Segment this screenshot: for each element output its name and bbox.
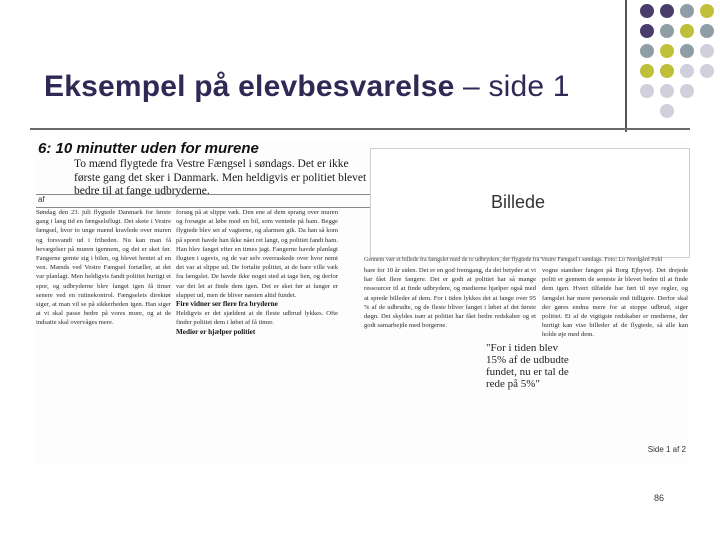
dot-11 — [680, 44, 694, 58]
dot-13 — [640, 64, 654, 78]
dot-12 — [700, 44, 714, 58]
article-column-1 — [36, 208, 171, 463]
article-byline: af — [38, 195, 45, 204]
decorative-dot-grid — [640, 4, 720, 122]
dot-17 — [640, 84, 654, 98]
dot-20 — [660, 104, 674, 118]
article-page-label: Side 1 af 2 — [647, 445, 686, 454]
dot-7 — [680, 24, 694, 38]
article-column-2 — [176, 208, 338, 463]
dot-18 — [660, 84, 674, 98]
dot-1 — [640, 4, 654, 18]
pull-quote: "For i tiden blev 15% af de udbudte fundet, nu er tal de rede på 5%" — [486, 342, 578, 390]
dot-15 — [680, 64, 694, 78]
slide-page-number: 86 — [654, 493, 665, 503]
dot-9 — [640, 44, 654, 58]
picture-placeholder — [370, 148, 690, 258]
dot-2 — [660, 4, 674, 18]
slide-title — [44, 70, 570, 104]
title-underline — [30, 128, 690, 130]
dot-14 — [660, 64, 674, 78]
column-2b-text: Heldigvis er det sjældent at de fleste udbrud lykkes. Ofte finder politiet dem i løbet af få timer. — [176, 310, 338, 327]
dot-6 — [660, 24, 674, 38]
column-3-text: bare for 10 år siden. Det er en god fremgang, da det betyder at vi har fået flere fangere. Det er godt at politiet har så mange ressourcer til at finde udbrydere, og medierne hjælper også med at sprede billeder af dem. For i tiden lykkes det at fange over 95 % af de udbrudte, og de fleste bliver fanget i løbet af det første døgn. Det skyldes især at politiet har fået bedre redskaber og et godt samarbejde med borgerne. — [364, 267, 536, 330]
slide-title-suffix: – side 1 — [454, 70, 570, 103]
dot-8 — [700, 24, 714, 38]
subheading-1: Fire vidner ser flere fra bryderne — [176, 300, 278, 309]
column-1-text: Søndag den 23. juli flygtede Danmark for første gang i lang tid en fængselsflugt. Det skete i Vestre fængsel, hvor to unge mænd kravlede over muren og forsvandt ud i friheden. Nu kan man få bevægelser på muren igennem, og det er sket før. Fangerne gemte sig i bilen, og blevet hentet af en ven. Mænds ved Vestre Fængsel fortæller, at det var planlagt. Men heldigvis fandt politiet hurtigt et spor, og udbryderne blev fanget igen få timer senere ved en rutinekontrol. Fængselets direktør siger, at man vil se på sikkerheden igen. Han siger at vi skal passe bedre på vores mure, og at de indsatte skal overvåges mere. — [36, 209, 171, 327]
dot-3 — [680, 4, 694, 18]
slide-title-main: Eksempel på elevbesvarelse — [44, 70, 455, 103]
column-2-text: forsøg på at slippe væk. Den ene af dem sprang over muren og forsøgte at løbe mod en bil, som ventede på ham. Begge flygtede blev set af vagterne, og alarmen gik. Da han så kom på sporet havde han ikke nået ret langt, og politiet fandt ham. Han blev fanget efter en times jagt. Fangerne havde planlagt flugten i ugevis, og de var selv overraskede over hvor nemt det var at slippe ud. De fortalte politiet, at de bare ville væk fra fængslet. De havde ikke noget sted at tage hen, og derfor var det let at finde dem igen. Det er sket før at fanger er sluppet ud, men de bliver næsten altid fundet. — [176, 209, 338, 299]
vertical-divider — [625, 0, 627, 132]
picture-label: Billede — [491, 192, 546, 212]
column-4-text: vogne standser fangen på Borg Ejbyvej. Det drejede politi er gennem de seneste år blevet bedre til at finde dem igen. Hvert tilfælde har ført til nye regler, og fængslet har mere personale end tidligere. Derfor skal der gøres endnu mere for at stoppe udbrud, siger politiet. Et af de vigtigste redskaber er medierne, der hurtigt kan vise billeder af de flygtede, så alle kan holde øje med dem. — [542, 267, 688, 339]
picture-caption: Gennem vær et billede fra fængslet med de to udbrydere, der flygtede fra Vestre Fængsel i søndags. Foto: Lo Nordgård Pohl — [364, 257, 663, 263]
dot-4 — [700, 4, 714, 18]
dot-19 — [680, 84, 694, 98]
article-headline: 6: 10 minutter uden for murene — [38, 140, 259, 157]
dot-5 — [640, 24, 654, 38]
dot-10 — [660, 44, 674, 58]
byline-bar — [36, 194, 381, 208]
article-lede: To mænd flygtede fra Vestre Fængsel i søndags. Det er ikke første gang det sker i Danmark. Men heldigvis er politiet blevet bedre til at fange udbryderne. — [74, 158, 367, 197]
subheading-2: Medier er hjælper politiet — [176, 327, 256, 336]
dot-16 — [700, 64, 714, 78]
scanned-article — [34, 140, 688, 465]
